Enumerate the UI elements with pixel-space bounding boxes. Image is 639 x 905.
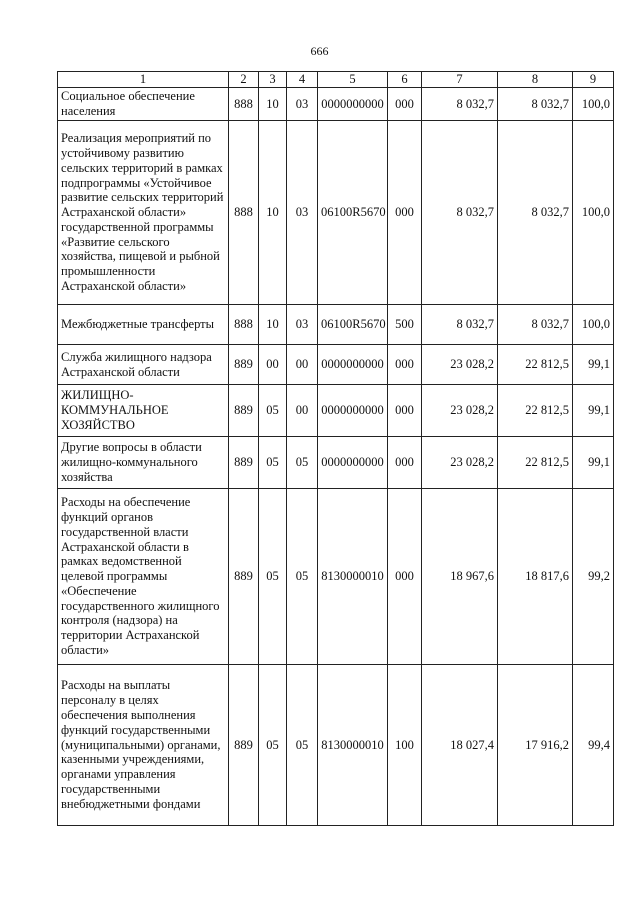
row-name: Реализация мероприятий по устойчивому развитию сельских территорий в рамках подпрограммы «Устойчивое развитие сельских территорий Астраханской области» государственной программы «Развитие сельского хозяйства, пищевой и рыбной промышленности Астраханской области» (58, 121, 229, 305)
cell-adm: 889 (229, 385, 259, 437)
row-name: Межбюджетные трансферты (58, 305, 229, 345)
cell-pr: 03 (287, 305, 318, 345)
column-header: 4 (287, 72, 318, 88)
page-number: 666 (310, 44, 329, 58)
column-header: 7 (422, 72, 498, 88)
cell-csr: 06100R5670 (318, 121, 388, 305)
cell-plan: 8 032,7 (422, 121, 498, 305)
cell-vr: 000 (388, 88, 422, 121)
cell-csr: 8130000010 (318, 665, 388, 826)
cell-percent: 99,4 (573, 665, 614, 826)
cell-fact: 22 812,5 (498, 437, 573, 489)
table-row (58, 489, 614, 665)
cell-percent: 99,1 (573, 437, 614, 489)
cell-adm: 888 (229, 88, 259, 121)
budget-table (57, 71, 614, 826)
cell-vr: 000 (388, 121, 422, 305)
cell-rz: 05 (259, 385, 287, 437)
cell-pr: 00 (287, 385, 318, 437)
cell-vr: 000 (388, 437, 422, 489)
cell-rz: 10 (259, 121, 287, 305)
cell-percent: 100,0 (573, 305, 614, 345)
cell-pr: 03 (287, 88, 318, 121)
cell-rz: 10 (259, 305, 287, 345)
column-header: 8 (498, 72, 573, 88)
cell-fact: 8 032,7 (498, 121, 573, 305)
cell-adm: 888 (229, 121, 259, 305)
cell-rz: 05 (259, 665, 287, 826)
table-row (58, 345, 614, 385)
cell-fact: 8 032,7 (498, 305, 573, 345)
table-row (58, 121, 614, 305)
row-name: ЖИЛИЩНО-КОММУНАЛЬНОЕ ХОЗЯЙСТВО (58, 385, 229, 437)
cell-csr: 0000000000 (318, 385, 388, 437)
cell-percent: 100,0 (573, 88, 614, 121)
column-header: 3 (259, 72, 287, 88)
cell-pr: 05 (287, 665, 318, 826)
cell-rz: 05 (259, 437, 287, 489)
cell-vr: 100 (388, 665, 422, 826)
cell-csr: 0000000000 (318, 345, 388, 385)
cell-plan: 18 027,4 (422, 665, 498, 826)
cell-fact: 18 817,6 (498, 489, 573, 665)
cell-adm: 889 (229, 665, 259, 826)
cell-pr: 03 (287, 121, 318, 305)
cell-vr: 000 (388, 345, 422, 385)
cell-vr: 500 (388, 305, 422, 345)
cell-pr: 05 (287, 437, 318, 489)
cell-plan: 8 032,7 (422, 305, 498, 345)
cell-adm: 889 (229, 437, 259, 489)
row-name: Другие вопросы в области жилищно-коммунального хозяйства (58, 437, 229, 489)
cell-fact: 17 916,2 (498, 665, 573, 826)
cell-plan: 23 028,2 (422, 437, 498, 489)
cell-fact: 22 812,5 (498, 345, 573, 385)
cell-fact: 22 812,5 (498, 385, 573, 437)
cell-csr: 0000000000 (318, 88, 388, 121)
cell-rz: 05 (259, 489, 287, 665)
cell-csr: 0000000000 (318, 437, 388, 489)
table-row (58, 88, 614, 121)
cell-plan: 23 028,2 (422, 385, 498, 437)
cell-adm: 889 (229, 489, 259, 665)
cell-rz: 10 (259, 88, 287, 121)
column-header: 2 (229, 72, 259, 88)
column-header: 6 (388, 72, 422, 88)
cell-fact: 8 032,7 (498, 88, 573, 121)
row-name: Расходы на обеспечение функций органов государственной власти Астраханской области в рамках ведомственной целевой программы «Обеспечение государственного жилищного контроля (надзора) на территории Астраханской области» (58, 489, 229, 665)
cell-pr: 00 (287, 345, 318, 385)
row-name: Социальное обеспечение населения (58, 88, 229, 121)
table-row (58, 385, 614, 437)
cell-pr: 05 (287, 489, 318, 665)
column-header: 1 (58, 72, 229, 88)
cell-csr: 06100R5670 (318, 305, 388, 345)
column-header: 5 (318, 72, 388, 88)
row-name: Служба жилищного надзора Астраханской области (58, 345, 229, 385)
cell-plan: 8 032,7 (422, 88, 498, 121)
column-header: 9 (573, 72, 614, 88)
table-row (58, 437, 614, 489)
table-header-row (58, 72, 614, 88)
table-row (58, 305, 614, 345)
table-row (58, 665, 614, 826)
cell-adm: 888 (229, 305, 259, 345)
cell-rz: 00 (259, 345, 287, 385)
cell-percent: 99,2 (573, 489, 614, 665)
cell-plan: 18 967,6 (422, 489, 498, 665)
cell-percent: 99,1 (573, 345, 614, 385)
cell-csr: 8130000010 (318, 489, 388, 665)
cell-vr: 000 (388, 385, 422, 437)
cell-percent: 100,0 (573, 121, 614, 305)
cell-plan: 23 028,2 (422, 345, 498, 385)
row-name: Расходы на выплаты персоналу в целях обеспечения выполнения функций государственными (муниципальными) органами, казенными учреждениями, органами управления государственными внебюджетными фондами (58, 665, 229, 826)
cell-vr: 000 (388, 489, 422, 665)
cell-adm: 889 (229, 345, 259, 385)
cell-percent: 99,1 (573, 385, 614, 437)
